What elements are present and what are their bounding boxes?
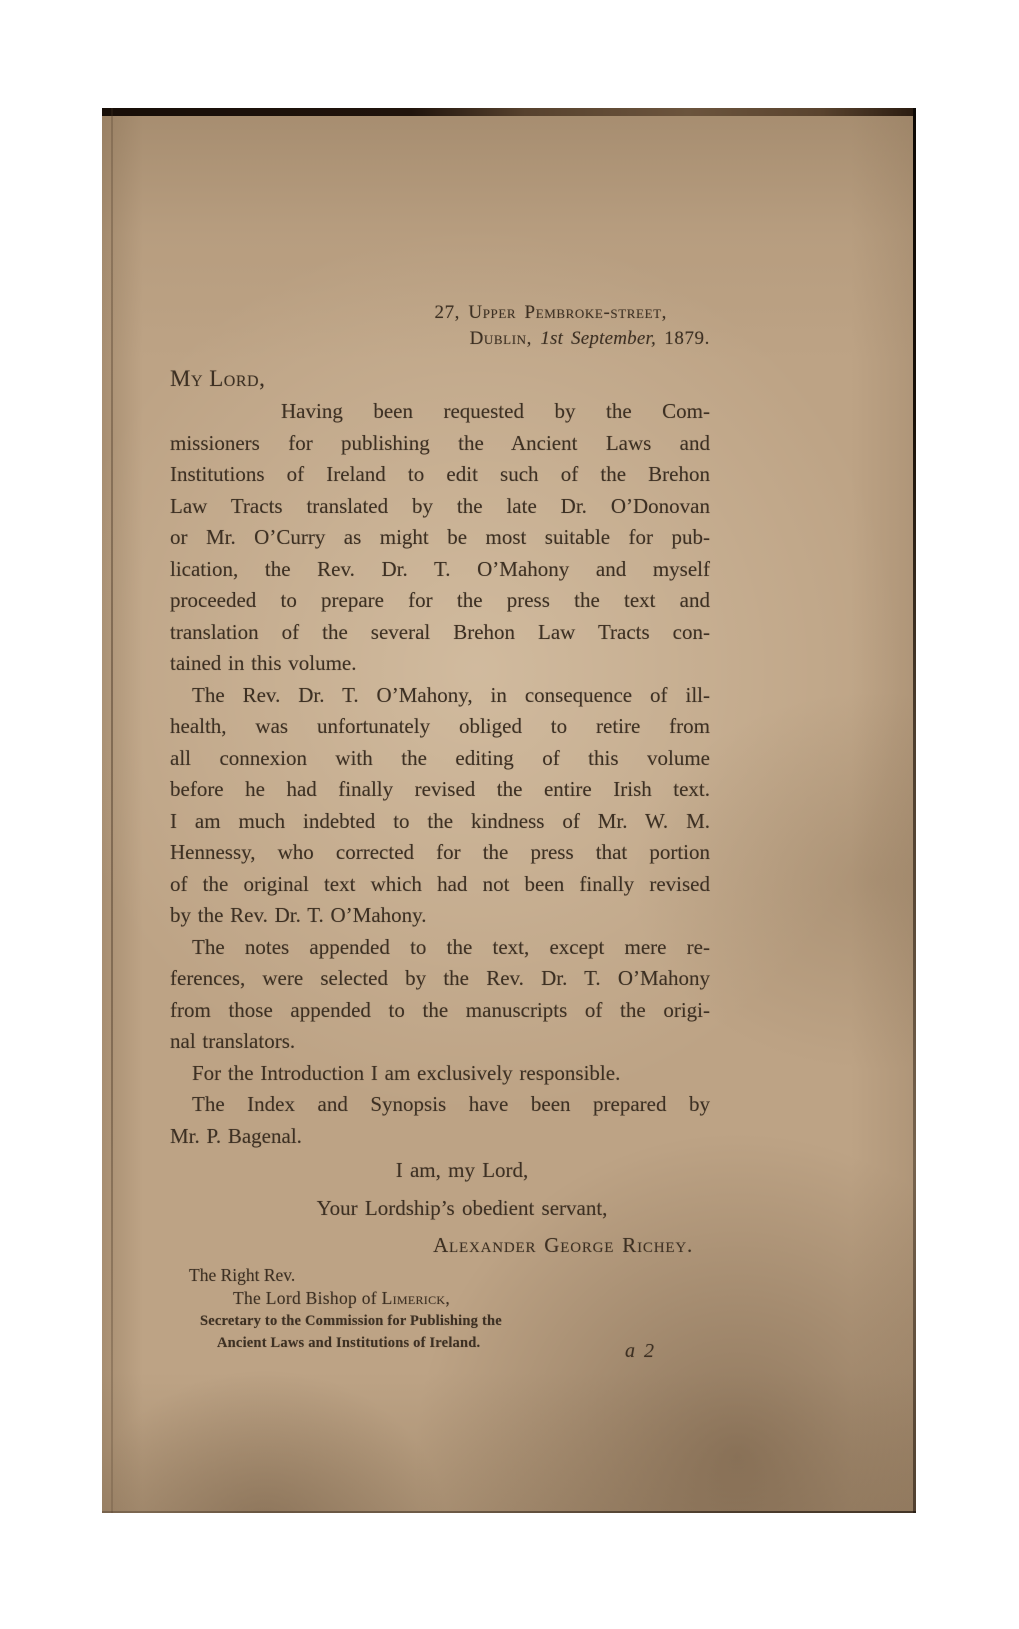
addressee-line: The Right Rev. <box>189 1265 296 1285</box>
letter-line: Law Tracts translated by the late Dr. O’Donovan <box>170 493 710 518</box>
letter-line: I am much indebted to the kindness of Mr. W. M. <box>170 808 710 833</box>
date-year: 1879. <box>664 328 710 349</box>
page-top-shadow <box>102 108 916 116</box>
letter-heading <box>170 300 710 352</box>
letter-line: The Rev. Dr. T. O’Mahony, in consequence of ill- <box>192 682 710 707</box>
addressee-block <box>189 1265 502 1354</box>
letter-line: all connexion with the editing of this volume <box>170 745 710 770</box>
page-bottom-edge-line <box>102 1511 916 1513</box>
addressee-title: The Lord Bishop of <box>233 1288 382 1308</box>
closing-line: I am, my Lord, <box>395 1158 529 1182</box>
scanned-page <box>102 108 916 1513</box>
date-line <box>170 326 710 352</box>
letter-line: by the Rev. Dr. T. O’Mahony. <box>170 903 427 927</box>
addressee-line: Secretary to the Commission for Publishing the <box>200 1313 502 1329</box>
page-gutter-line <box>111 108 113 1513</box>
address-line: 27, Upper Pembroke-street, <box>434 302 667 323</box>
letter-closing <box>170 1152 710 1265</box>
letter-line: of the original text which had not been finally revised <box>170 871 710 896</box>
addressee-see: Limerick, <box>381 1288 451 1308</box>
letter-line: Having been requested by the Com- <box>281 399 710 423</box>
letter-line: before he had finally revised the entire Irish text. <box>170 777 710 801</box>
date-day-month: 1st September, <box>540 328 656 349</box>
letter-line: translation of the several Brehon Law Tracts con- <box>170 619 710 644</box>
signature: Alexander George Richey. <box>433 1233 693 1257</box>
letter-line: ferences, were selected by the Rev. Dr. T. O’Mahony <box>170 966 710 990</box>
closing-line: Your Lordship’s obedient servant, <box>316 1195 608 1220</box>
letter-paragraphs <box>170 396 710 1152</box>
letter-line: nal translators. <box>170 1029 296 1053</box>
salutation: My Lord, <box>170 366 266 391</box>
addressee-line: Ancient Laws and Institutions of Ireland. <box>217 1335 481 1351</box>
letter-line: Institutions of Ireland to edit such of the Brehon <box>170 462 710 486</box>
letter-line: Hennessy, who corrected for the press that portion <box>170 840 710 864</box>
letter-line: The notes appended to the text, except mere re- <box>192 934 710 959</box>
letter-line: Mr. P. Bagenal. <box>170 1123 302 1148</box>
date-city: Dublin, <box>469 328 532 349</box>
letter-line: tained in this volume. <box>170 651 357 675</box>
signature-mark: a 2 <box>625 1340 656 1362</box>
letter-line: lication, the Rev. Dr. T. O’Mahony and myself <box>170 556 710 581</box>
letter-line: proceeded to prepare for the press the text and <box>170 588 710 612</box>
letter-line: from those appended to the manuscripts of the origi- <box>170 997 710 1022</box>
letter-line: For the Introduction I am exclusively responsible. <box>192 1060 621 1085</box>
letter-line: health, was unfortunately obliged to retire from <box>170 714 710 738</box>
letter-line: The Index and Synopsis have been prepared by <box>192 1092 710 1116</box>
page-right-edge-line <box>913 108 916 1513</box>
letter-body <box>170 300 710 1265</box>
addressee-line <box>233 1286 502 1310</box>
letter-line: or Mr. O’Curry as might be most suitable for pub- <box>170 525 710 549</box>
letter-line: missioners for publishing the Ancient Laws and <box>170 430 710 455</box>
